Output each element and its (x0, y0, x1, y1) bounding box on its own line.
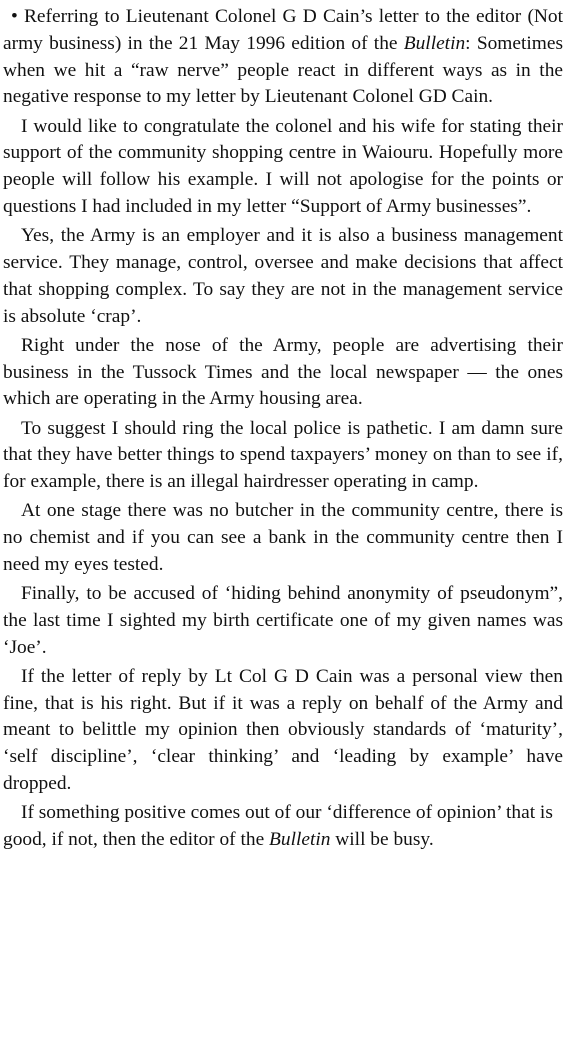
paragraph-9 (3, 800, 563, 854)
bulletin-title-italic: Bulletin (403, 32, 466, 54)
paragraph-9-text-a: If something positive comes out of our ‘difference of opinion’ that is good, if not, then the editor of the (3, 802, 553, 851)
paragraph-4: Right under the nose of the Army, people are advertising their business in the Tussock Times and the local newspaper — the ones which are operating in the Army housing area. (3, 334, 563, 410)
paragraph-9-text-c: will be busy. (330, 829, 434, 851)
paragraph-1-text-a: • Referring to Lieutenant Colonel G D Cain’s letter to the editor (Not army business) in the 21 May 1996 edition of the (3, 6, 563, 54)
paragraph-3: Yes, the Army is an employer and it is also a business management service. They manage, control, oversee and make decisions that affect that shopping complex. To say they are not in the management service is absolute ‘crap’. (3, 225, 563, 327)
paragraph-7: Finally, to be accused of ‘hiding behind anonymity of pseudonym”, the last time I sighted my birth certificate one of my given names was ‘Joe’. (3, 583, 563, 658)
paragraph-8: If the letter of reply by Lt Col G D Cain was a personal view then fine, that is his right. But if it was a reply on behalf of the Army and meant to belittle my opinion then obviously standards of ‘maturity’, ‘self discipline’, ‘clear thinking’ and ‘leading by example’ have dropped. (3, 665, 563, 795)
paragraph-1 (3, 4, 563, 111)
bulletin-title-italic-2: Bulletin (269, 829, 331, 851)
paragraph-6: At one stage there was no butcher in the community centre, there is no chemist and if you can see a bank in the community centre then I need my eyes tested. (3, 500, 563, 575)
paragraph-1-text-c: : Sometimes when we hit a “raw nerve” people react in different ways as in the negative response to my letter by Lieutenant Colonel GD Cain. (3, 32, 563, 108)
paragraph-2: I would like to congratulate the colonel and his wife for stating their support of the community shopping centre in Waiouru. Hopefully more people will follow his example. I will not apologise for the points or questions I had included in my letter “Support of Army businesses”. (3, 115, 563, 217)
paragraph-5: To suggest I should ring the local police is pathetic. I am damn sure that they have better things to spend taxpayers’ money on than to see if, for example, there is an illegal hairdresser operating in camp. (3, 417, 563, 493)
